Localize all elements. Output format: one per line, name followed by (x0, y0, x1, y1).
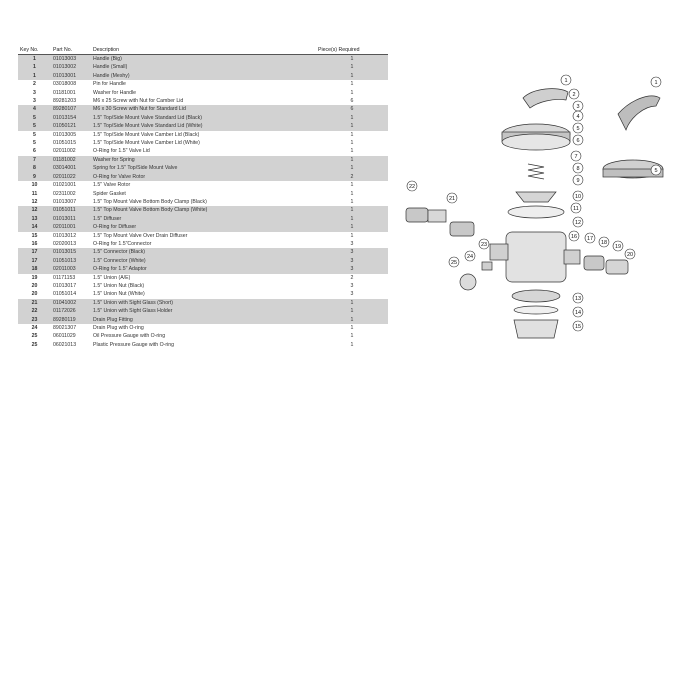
key-no-cell: 2 (33, 81, 36, 88)
key-no-cell: 20 (31, 282, 38, 289)
callout-number: 16 (570, 234, 578, 240)
callout-number: 5 (576, 126, 580, 132)
pieces-cell: 1 (316, 316, 388, 324)
part-no-cell: 02020013 (53, 240, 77, 247)
pieces-cell: 3 (350, 282, 354, 289)
key-no-cell: 8 (18, 164, 51, 172)
pieces-cell: 3 (350, 240, 354, 247)
header-part-no: Part No. (51, 46, 91, 55)
over-drain-diffuser-part (514, 320, 558, 338)
callout-number: 2 (572, 92, 576, 98)
description-cell: 1.5" Top Mount Valve Over Drain Diffuser (93, 232, 188, 239)
table-row (18, 290, 388, 298)
part-no-cell: 03018008 (53, 81, 77, 88)
table-row (18, 131, 388, 139)
part-no-cell: 01051014 (53, 291, 77, 298)
key-no-cell: 5 (33, 131, 36, 138)
callout-number: 1 (564, 78, 568, 84)
table-row (18, 89, 388, 97)
part-no-cell: 01013005 (53, 131, 77, 138)
key-no-cell: 9 (18, 173, 51, 181)
callout-number: 19 (614, 244, 622, 250)
key-no-cell: 6 (33, 148, 36, 155)
callout-number: 1 (654, 80, 658, 86)
part-no-cell: 06011029 (53, 333, 76, 340)
table-row (18, 316, 388, 324)
pieces-cell: 1 (316, 55, 388, 64)
callout-number: 17 (586, 236, 594, 242)
description-cell: O-Ring for 1.5" Valve Lid (93, 148, 150, 155)
part-no-cell: 01050121 (51, 122, 91, 130)
key-no-cell: 13 (18, 215, 51, 223)
description-cell: 1.5" Union with Sight Glass (Short) (91, 299, 316, 307)
part-no-cell: 01013012 (53, 232, 77, 239)
key-no-cell: 12 (18, 206, 51, 214)
description-cell: M6 x 25 Screw with Nut for Camber Lid (93, 98, 184, 105)
part-no-cell: 06021013 (53, 341, 77, 348)
callout-number: 15 (574, 324, 582, 330)
pieces-cell: 3 (316, 248, 388, 256)
part-no-cell: 01041002 (51, 299, 91, 307)
key-no-cell: 17 (18, 248, 51, 256)
valve-exploded-diagram (398, 74, 680, 344)
key-no-cell: 1 (18, 55, 51, 64)
pressure-gauge-part (460, 274, 476, 290)
table-row (18, 173, 388, 181)
table-row (18, 97, 388, 105)
key-no-cell: 16 (31, 240, 38, 247)
callout-number: 22 (408, 184, 416, 190)
key-no-cell: 7 (18, 156, 51, 164)
part-no-cell: 01013015 (51, 248, 91, 256)
part-no-cell: 89280119 (51, 316, 91, 324)
pieces-cell: 1 (350, 333, 354, 340)
part-no-cell: 01181001 (53, 89, 76, 96)
description-cell: 1.5" Connector (Black) (91, 248, 316, 256)
table-header-row (18, 46, 388, 55)
description-cell: 1.5" Top Mount Valve Bottom Body Clamp (Black) (93, 198, 207, 205)
union-left-part (406, 208, 428, 222)
description-cell: 1.5" Top/Side Mount Valve Standard Lid (White) (91, 122, 316, 130)
description-cell: 1.5" Diffuser (91, 215, 316, 223)
table-row (18, 198, 388, 206)
key-no-cell: 5 (18, 114, 51, 122)
table-row (18, 324, 388, 332)
key-no-cell: 14 (18, 223, 51, 231)
description-cell: 1.5" Union with Sight Glass Holder (91, 307, 316, 315)
description-cell: Drain Plug with O-ring (93, 325, 144, 331)
description-cell: Plastic Pressure Gauge with O-ring (93, 341, 175, 348)
pieces-cell: 1 (316, 299, 388, 307)
pieces-cell: 1 (350, 232, 354, 239)
description-cell: 1.5" Union (A/E) (93, 274, 131, 281)
key-no-cell: 4 (18, 105, 51, 113)
table-row (18, 223, 388, 231)
table-row (18, 265, 388, 273)
key-no-cell: 15 (31, 232, 38, 239)
pieces-cell: 1 (316, 122, 388, 130)
table-row (18, 240, 388, 248)
key-no-cell: 19 (31, 274, 38, 281)
part-no-cell: 01051015 (53, 140, 77, 147)
description-cell: Washer for Handle (93, 89, 137, 96)
callout-number: 13 (574, 296, 582, 302)
valve-body-part (506, 232, 566, 282)
description-cell: O-Ring for Diffuser (91, 223, 316, 231)
callout-number: 14 (574, 310, 582, 316)
pieces-cell: 1 (316, 72, 388, 80)
description-cell: 1.5" Connector (White) (91, 257, 316, 265)
pieces-cell: 1 (350, 131, 354, 138)
pieces-cell: 1 (350, 325, 354, 331)
pieces-cell: 1 (316, 114, 388, 122)
key-no-cell: 3 (33, 98, 36, 105)
part-no-cell: 02011022 (51, 173, 91, 181)
table-row (18, 181, 388, 189)
pieces-cell: 1 (350, 148, 354, 155)
key-no-cell: 5 (33, 140, 36, 147)
description-cell: O-Ring for 1.5" Adaptor (91, 265, 316, 273)
pieces-cell: 1 (350, 81, 354, 88)
handle-part (523, 89, 568, 108)
part-no-cell: 01051011 (51, 206, 91, 214)
pieces-cell: 1 (350, 190, 354, 197)
part-no-cell: 89281203 (53, 98, 77, 105)
part-no-cell: 01013154 (51, 114, 91, 122)
description-cell: 1.5" Top/Side Mount Valve Camber Lid (Black) (93, 131, 200, 138)
callout-number: 25 (450, 260, 458, 266)
table-row (18, 332, 388, 340)
header-key-no: Key No. (18, 46, 51, 55)
callout-number: 6 (576, 138, 580, 144)
description-cell: Handle (Meshy) (91, 72, 316, 80)
table-row (18, 105, 388, 113)
table-row (18, 248, 388, 256)
part-no-cell: 02011003 (51, 265, 91, 273)
part-no-cell: 02311002 (53, 190, 76, 197)
pieces-cell: 1 (316, 206, 388, 214)
key-no-cell: 21 (18, 299, 51, 307)
part-no-cell: 01013002 (51, 63, 91, 71)
union-right-part (584, 256, 604, 270)
description-cell: Handle (Big) (91, 55, 316, 64)
description-cell: 1.5" Valve Rotor (93, 182, 131, 189)
pieces-cell: 3 (316, 257, 388, 265)
key-no-cell: 25 (31, 333, 38, 340)
description-cell: 1.5" Union Nut (White) (93, 291, 145, 298)
part-no-cell: 02011001 (51, 223, 91, 231)
table-row (18, 257, 388, 265)
key-no-cell: 24 (31, 325, 38, 331)
callout-number: 11 (573, 206, 579, 212)
description-cell: 1.5" Top Mount Valve Bottom Body Clamp (White) (91, 206, 316, 214)
table-row (18, 299, 388, 307)
callout-number: 5 (654, 168, 658, 174)
table-row (18, 63, 388, 71)
pieces-cell: 1 (350, 341, 354, 348)
key-no-cell: 20 (31, 291, 38, 298)
callout-number: 20 (626, 252, 634, 258)
description-cell: 1.5" Top/Side Mount Valve Standard Lid (Black) (91, 114, 316, 122)
pieces-cell: 1 (316, 307, 388, 315)
pieces-cell: 1 (350, 182, 354, 189)
table-row (18, 307, 388, 315)
callout-number: 9 (576, 178, 580, 184)
callout-number: 18 (600, 240, 608, 246)
key-no-cell: 3 (33, 89, 36, 96)
table-row (18, 139, 388, 147)
key-no-cell: 5 (18, 122, 51, 130)
table-row (18, 232, 388, 240)
description-cell: 1.5" Union Nut (Black) (93, 282, 145, 289)
part-no-cell: 89280107 (51, 105, 91, 113)
description-cell: Pin for Handle (93, 81, 126, 88)
pieces-cell: 1 (350, 198, 354, 205)
table-row (18, 80, 388, 88)
callout-number: 4 (576, 114, 580, 120)
table-row (18, 122, 388, 130)
pieces-cell: 2 (350, 274, 354, 281)
description-cell: Washer for Spring (91, 156, 316, 164)
table-row (18, 72, 388, 80)
key-no-cell: 12 (31, 198, 38, 205)
part-no-cell: 01021001 (53, 182, 77, 189)
table-row (18, 147, 388, 155)
table-row (18, 341, 388, 349)
key-no-cell: 18 (18, 265, 51, 273)
table-row (18, 282, 388, 290)
pieces-cell: 1 (350, 89, 354, 96)
key-no-cell: 10 (31, 182, 38, 189)
table-row (18, 274, 388, 282)
description-cell: Oil Pressure Gauge with O-ring (93, 333, 166, 340)
pieces-cell: 1 (316, 164, 388, 172)
callout-number: 10 (574, 194, 582, 200)
table-row (18, 55, 388, 64)
description-cell: Drain Plug Fitting (91, 316, 316, 324)
part-no-cell: 02011002 (53, 148, 76, 155)
key-no-cell: 25 (31, 341, 38, 348)
callout-number: 3 (576, 104, 580, 110)
description-cell: Spider Gasket (93, 190, 126, 197)
callout-number: 21 (448, 196, 456, 202)
table-row (18, 114, 388, 122)
key-no-cell: 11 (31, 190, 38, 197)
description-cell: M6 x 30 Screw with Nut for Standard Lid (91, 105, 316, 113)
part-no-cell: 01013017 (53, 282, 77, 289)
pieces-cell: 1 (316, 223, 388, 231)
key-no-cell: 22 (18, 307, 51, 315)
valve-rotor-part (516, 192, 556, 202)
part-no-cell: 01013001 (51, 72, 91, 80)
callout-number: 23 (480, 242, 488, 248)
description-cell: 1.5" Top/Side Mount Valve Camber Lid (White) (93, 140, 200, 147)
part-no-cell: 03014001 (51, 164, 91, 172)
pieces-cell: 1 (350, 140, 354, 147)
pieces-cell: 6 (316, 105, 388, 113)
pieces-cell: 3 (316, 265, 388, 273)
spring-part (528, 164, 544, 179)
header-description: Description (91, 46, 316, 55)
pieces-cell: 1 (316, 63, 388, 71)
description-cell: Spring for 1.5" Top/Side Mount Valve (91, 164, 316, 172)
part-no-cell: 01013011 (51, 215, 91, 223)
part-no-cell: 01181002 (51, 156, 91, 164)
part-no-cell: 01172026 (51, 307, 91, 315)
callout-number: 8 (576, 166, 580, 172)
callout-number: 12 (574, 220, 582, 226)
description-cell: O-Ring for 1.5"Connector (93, 240, 152, 247)
callout-number: 24 (466, 254, 474, 260)
table-row (18, 190, 388, 198)
key-no-cell: 1 (18, 72, 51, 80)
part-no-cell: 01051013 (51, 257, 91, 265)
pieces-cell: 1 (316, 156, 388, 164)
description-cell: O-Ring for Valve Rotor (91, 173, 316, 181)
part-no-cell: 01013003 (51, 55, 91, 64)
part-no-cell: 89021307 (53, 325, 77, 331)
table-row (18, 206, 388, 214)
key-no-cell: 1 (18, 63, 51, 71)
header-pieces-required: Piece(s) Required (316, 46, 388, 55)
pieces-cell: 1 (316, 215, 388, 223)
table-row (18, 215, 388, 223)
parts-list-table (18, 46, 388, 349)
handle-side-part (618, 96, 660, 130)
pieces-cell: 6 (350, 98, 354, 105)
pieces-cell: 3 (350, 291, 354, 298)
key-no-cell: 17 (18, 257, 51, 265)
table-row (18, 156, 388, 164)
description-cell: Handle (Small) (91, 63, 316, 71)
callout-number: 7 (574, 154, 578, 160)
table-row (18, 164, 388, 172)
part-no-cell: 01171153 (53, 274, 76, 281)
pieces-cell: 2 (316, 173, 388, 181)
key-no-cell: 23 (18, 316, 51, 324)
part-no-cell: 01013007 (53, 198, 77, 205)
diffuser-part (512, 290, 560, 302)
